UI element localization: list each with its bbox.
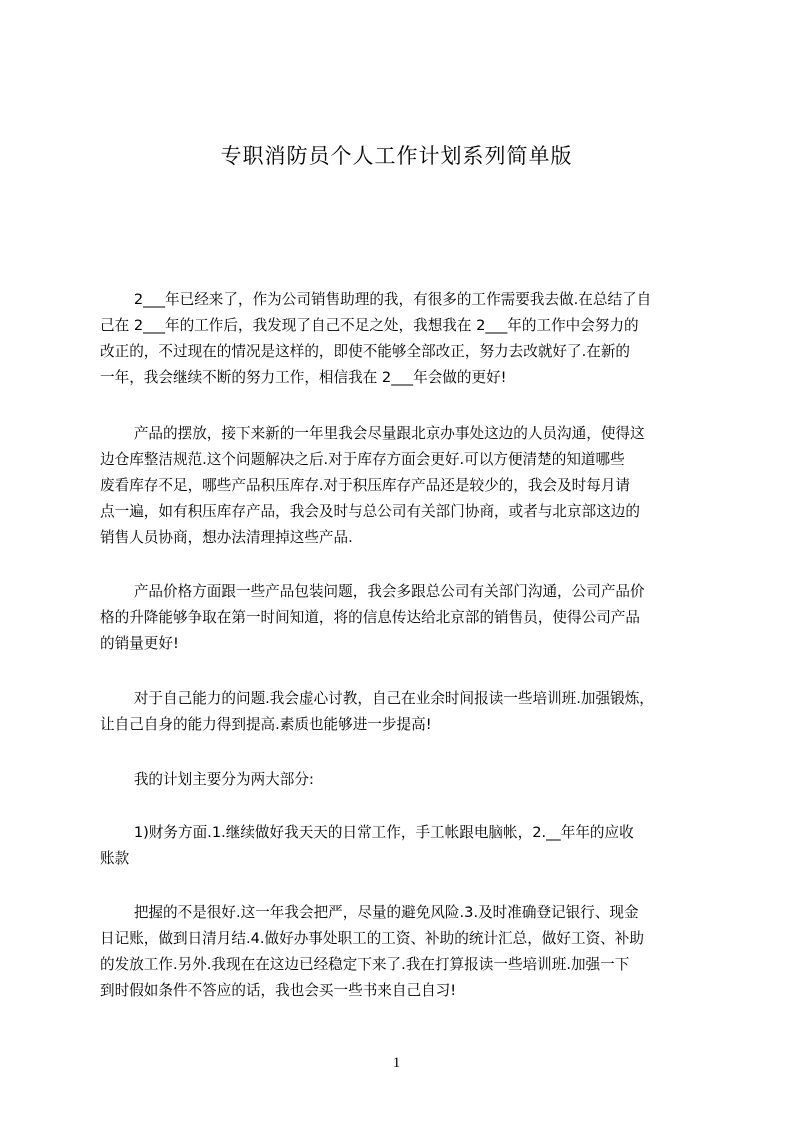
paragraph-3-line-1: 产品价格方面跟一些产品包装问题，我会多跟总公司有关部门沟通，公司产品价 xyxy=(100,583,645,600)
paragraph-2-line-4: 点一遍，如有积压库存产品，我会及时与总公司有关部门协商，或者与北京部这边的 xyxy=(100,503,640,520)
paragraph-2-line-5: 销售人员协商，想办法清理掉这些产品. xyxy=(100,529,353,546)
document-title: 专职消防员个人工作计划系列简单版 xyxy=(220,144,573,168)
page-number: 1 xyxy=(392,1055,401,1071)
paragraph-7-line-4: 到时假如条件不答应的话，我也会买一些书来自己自习! xyxy=(100,982,457,999)
paragraph-1-line-2: 己在 2___年的工作后，我发现了自己不足之处，我想我在 2___年的工作中会努力的 xyxy=(100,317,639,334)
paragraph-3-line-3: 的销量更好! xyxy=(100,635,179,652)
paragraph-3-line-2: 格的升降能够争取在第一时间知道，将的信息传达给北京部的销售员，使得公司产品 xyxy=(100,609,640,626)
paragraph-7-line-2: 日记账，做到日清月结.4.做好办事处职工的工资、补助的统计汇总，做好工资、补助 xyxy=(100,930,644,947)
paragraph-4-line-2: 让自己自身的能力得到提高.素质也能够进一步提高! xyxy=(100,716,432,733)
paragraph-6-line-1: 1)财务方面.1.继续做好我天天的日常工作，手工帐跟电脑帐，2.__年年的应收 xyxy=(100,824,634,841)
paragraph-7-line-1: 把握的不是很好.这一年我会把严，尽量的避免风险.3.及时准确登记银行、现金 xyxy=(100,904,639,921)
paragraph-4-line-1: 对于自己能力的问题.我会虚心讨教，自己在业余时间报读一些培训班.加强锻炼， xyxy=(100,690,654,707)
paragraph-1-line-4: 一年，我会继续不断的努力工作，相信我在 2___年会做的更好! xyxy=(100,369,507,386)
paragraph-1-line-3: 改正的，不过现在的情况是这样的，即使不能够全部改正，努力去改就好了.在新的 xyxy=(100,343,631,360)
paragraph-2-line-3: 废看库存不足，哪些产品积压库存.对于积压库存产品还是较少的，我会及时每月请 xyxy=(100,477,631,494)
paragraph-1-line-1: 2___年已经来了，作为公司销售助理的我，有很多的工作需要我去做.在总结了自 xyxy=(100,291,652,308)
paragraph-2-line-2: 边仓库整洁规范.这个问题解决之后.对于库存方面会更好.可以方便清楚的知道哪些 xyxy=(100,451,625,468)
paragraph-6-line-2: 账款 xyxy=(100,850,130,867)
paragraph-5-line-1: 我的计划主要分为两大部分: xyxy=(100,771,314,788)
paragraph-2-line-1: 产品的摆放，接下来新的一年里我会尽量跟北京办事处这边的人员沟通，使得这 xyxy=(100,425,645,442)
paragraph-7-line-3: 的发放工作.另外.我现在在这边已经稳定下来了.我在打算报读一些培训班.加强一下 xyxy=(100,956,630,973)
